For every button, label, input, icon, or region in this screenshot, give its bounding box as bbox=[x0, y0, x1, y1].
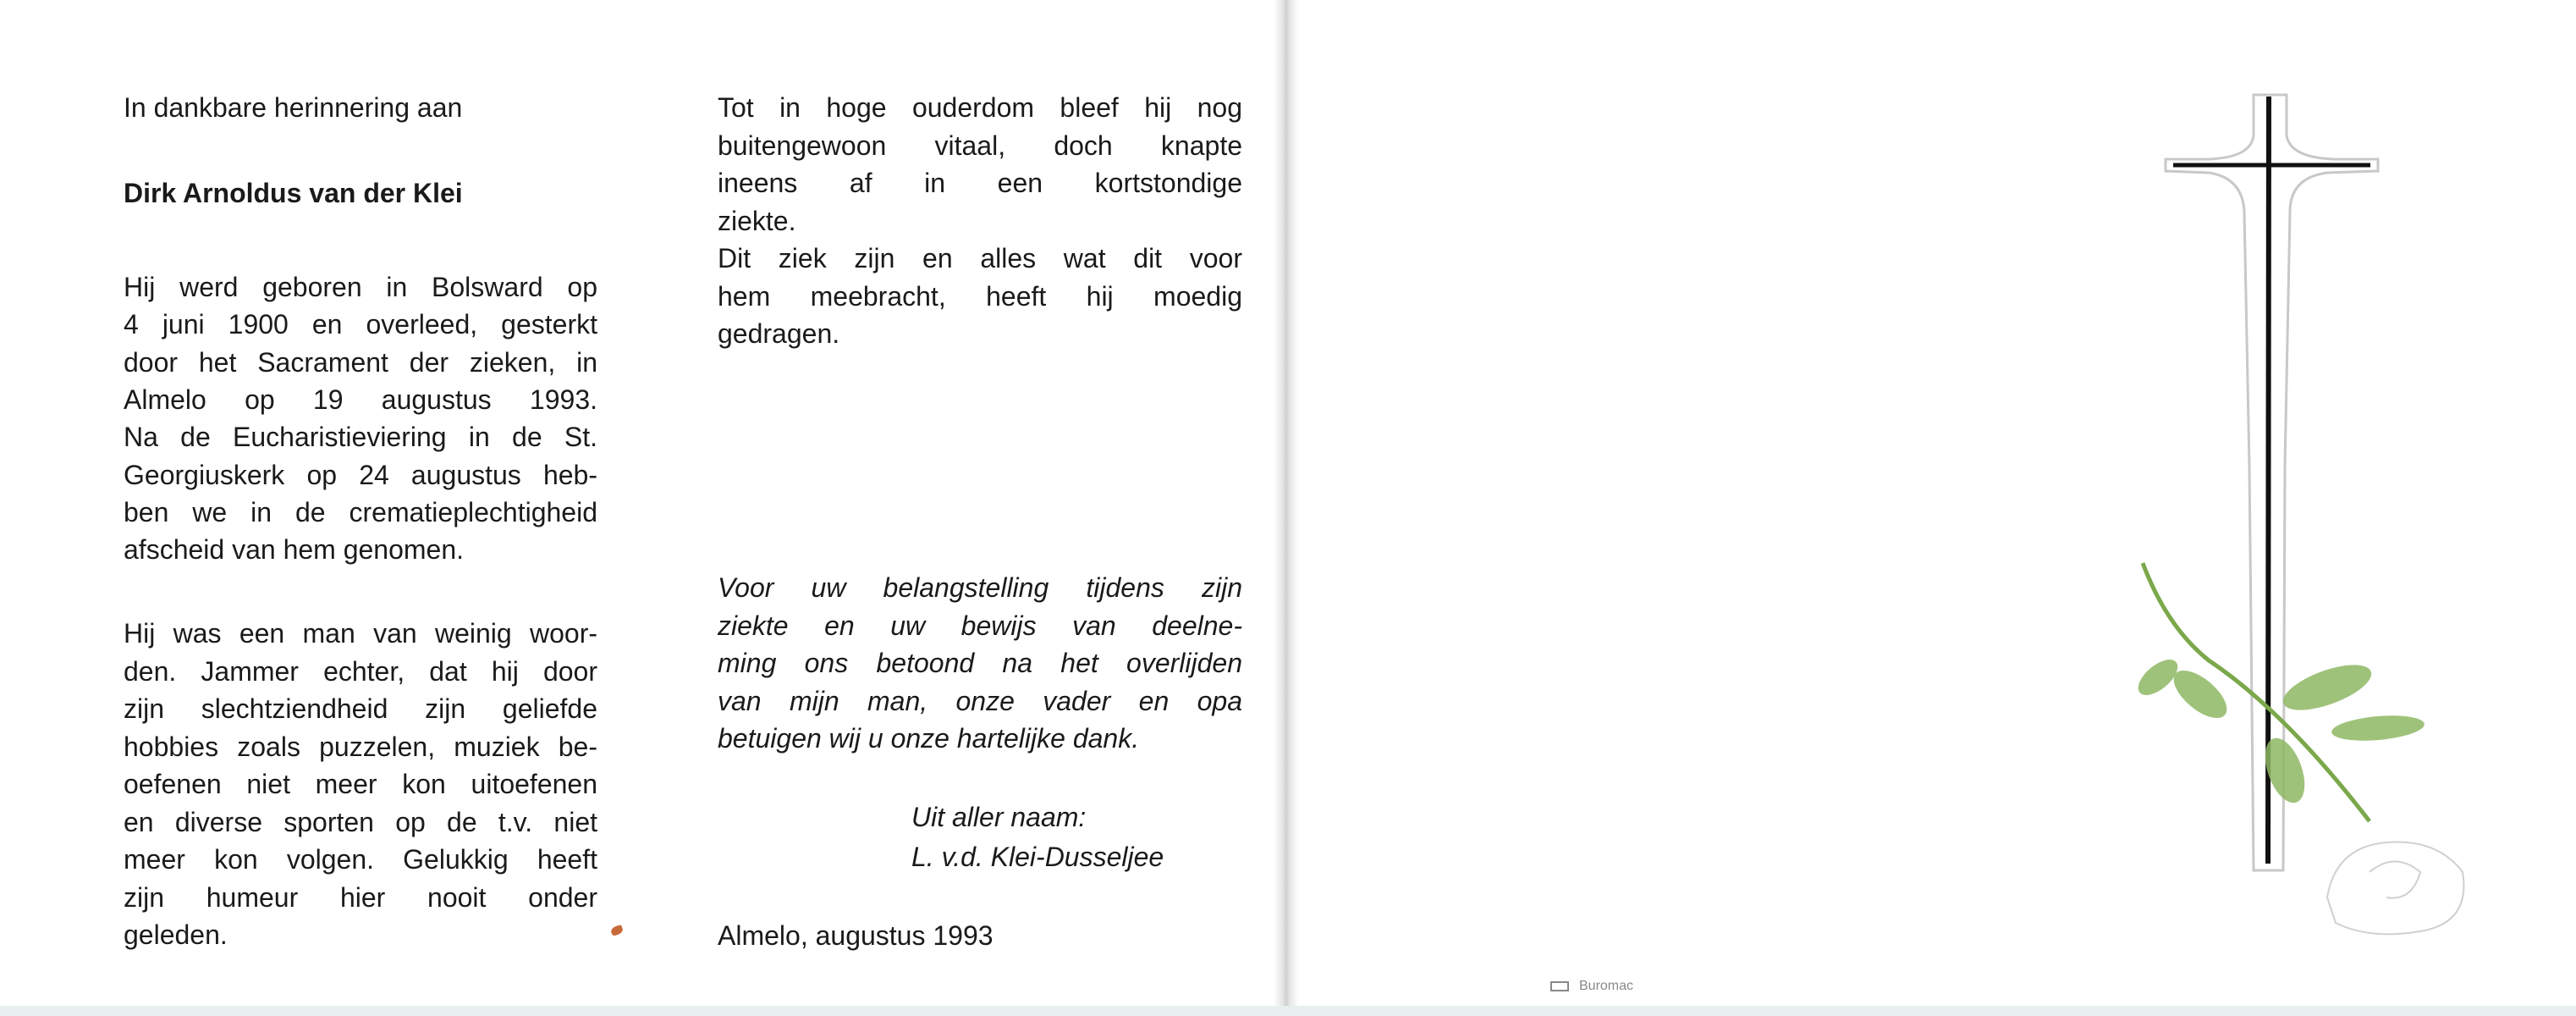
text-line: Hij was een man van weinig woor- bbox=[124, 618, 597, 649]
text-line: ziekte. bbox=[718, 206, 796, 236]
text-line: Na de Eucharistieviering in de St. bbox=[124, 422, 597, 452]
text-line: ineens af in een kortstondige bbox=[718, 168, 1242, 198]
place-date: Almelo, augustus 1993 bbox=[718, 920, 994, 951]
text-line: door het Sacrament der zieken, in bbox=[124, 347, 597, 378]
envelope-logo-icon bbox=[1550, 981, 1569, 991]
cross-with-rose-illustration bbox=[2116, 85, 2505, 1008]
text-line: Almelo op 19 augustus 1993. bbox=[124, 384, 597, 415]
text-line: 4 juni 1900 en overleed, gesterkt bbox=[124, 309, 597, 340]
text-line: geleden. bbox=[124, 919, 228, 950]
text-line: gedragen. bbox=[718, 318, 840, 349]
heading: In dankbare herinnering aan bbox=[124, 92, 463, 123]
thanks-line: betuigen wij u onze hartelijke dank. bbox=[718, 723, 1140, 754]
text-line: en diverse sporten op de t.v. niet bbox=[124, 807, 597, 837]
white-rose-icon bbox=[2327, 842, 2463, 934]
rose-leaves-icon bbox=[2133, 653, 2425, 808]
text-line: ben we in de crematieplechtigheid bbox=[124, 497, 597, 527]
printer-mark bbox=[1550, 979, 1633, 994]
thanks-line: Voor uw belangstelling tijdens zijn bbox=[718, 572, 1242, 603]
card-fold bbox=[1274, 0, 1299, 1016]
text-line: Georgiuskerk op 24 augustus heb- bbox=[124, 460, 597, 490]
text-line: Tot in hoge ouderdom bleef hij nog bbox=[718, 92, 1242, 123]
thanks-line: van mijn man, onze vader en opa bbox=[718, 686, 1242, 716]
text-line: zijn humeur hier nooit onder bbox=[124, 882, 597, 913]
deceased-name: Dirk Arnoldus van der Klei bbox=[124, 178, 463, 208]
thanks-line: ming ons betoond na het overlijden bbox=[718, 648, 1242, 678]
thanks-line: ziekte en uw bewijs van deelne- bbox=[718, 610, 1242, 641]
text-line: Dit ziek zijn en alles wat dit voor bbox=[718, 243, 1242, 273]
text-line: den. Jammer echter, dat hij door bbox=[124, 656, 597, 687]
text-line: hem meebracht, heeft hij moedig bbox=[718, 281, 1242, 312]
printer-name: Buromac bbox=[1579, 979, 1634, 993]
signature-name: L. v.d. Klei-Dusseljee bbox=[911, 842, 1164, 872]
text-line: buitengewoon vitaal, doch knapte bbox=[718, 130, 1242, 161]
text-line: meer kon volgen. Gelukkig heeft bbox=[124, 844, 597, 875]
text-line: hobbies zoals puzzelen, muziek be- bbox=[124, 732, 597, 762]
text-line: afscheid van hem genomen. bbox=[124, 534, 465, 565]
text-line: Hij werd geboren in Bolsward op bbox=[124, 272, 597, 302]
signature-intro: Uit aller naam: bbox=[911, 802, 1087, 832]
text-line: zijn slechtziendheid zijn geliefde bbox=[124, 693, 597, 724]
text-line: oefenen niet meer kon uitoefenen bbox=[124, 769, 597, 799]
